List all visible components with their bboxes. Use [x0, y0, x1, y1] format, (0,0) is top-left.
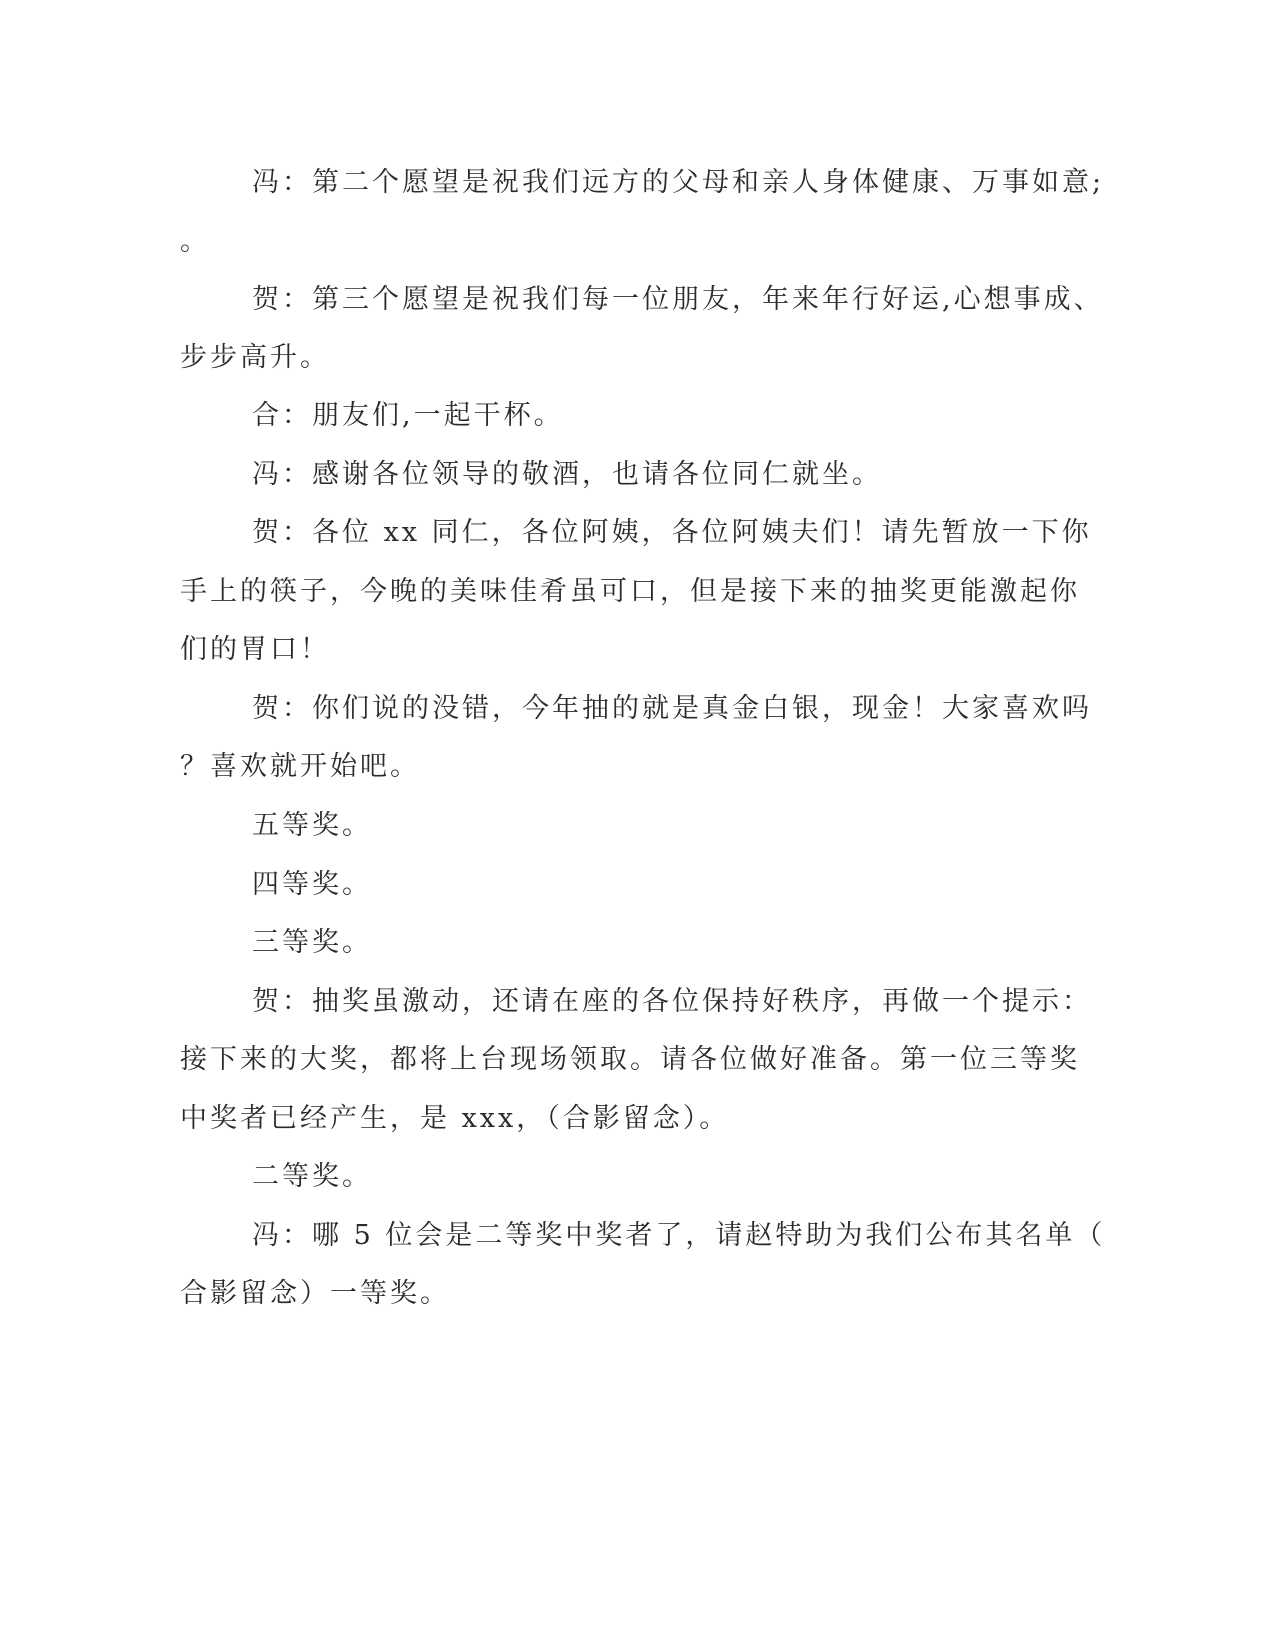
paragraph-line: 贺：第三个愿望是祝我们每一位朋友，年来年行好运,心想事成、 [252, 284, 1104, 315]
paragraph-line: 们的胃口！ [180, 634, 330, 665]
paragraph-line: 冯：哪 5 位会是二等奖中奖者了，请赵特助为我们公布其名单（ [252, 1220, 1106, 1251]
paragraph-line: 贺：你们说的没错，今年抽的就是真金白银，现金！大家喜欢吗 [252, 693, 1092, 724]
paragraph-line: 冯：感谢各位领导的敬酒，也请各位同仁就坐。 [252, 459, 882, 490]
paragraph-line: 合影留念）一等奖。 [180, 1278, 450, 1309]
paragraph-line: 四等奖。 [252, 869, 372, 900]
paragraph-line: 手上的筷子，今晚的美味佳肴虽可口，但是接下来的抽奖更能激起你 [180, 576, 1080, 607]
paragraph-line: 五等奖。 [252, 810, 372, 841]
paragraph-line: 三等奖。 [252, 927, 372, 958]
paragraph-line: ？喜欢就开始吧。 [180, 751, 420, 782]
paragraph-line: 中奖者已经产生，是 xxx，（合影留念）。 [180, 1103, 730, 1134]
paragraph-line: 接下来的大奖，都将上台现场领取。请各位做好准备。第一位三等奖 [180, 1044, 1080, 1075]
paragraph-line: 贺：各位 xx 同仁，各位阿姨，各位阿姨夫们！请先暂放一下你 [252, 517, 1092, 548]
paragraph-line: 贺：抽奖虽激动，还请在座的各位保持好秩序，再做一个提示： [252, 986, 1092, 1017]
paragraph-line: 步步高升。 [180, 342, 330, 373]
paragraph-line: 二等奖。 [252, 1161, 372, 1192]
paragraph-line: 合：朋友们,一起干杯。 [252, 400, 564, 431]
paragraph-line: 。 [180, 226, 210, 257]
paragraph-line: 冯：第二个愿望是祝我们远方的父母和亲人身体健康、万事如意; [252, 167, 1105, 198]
